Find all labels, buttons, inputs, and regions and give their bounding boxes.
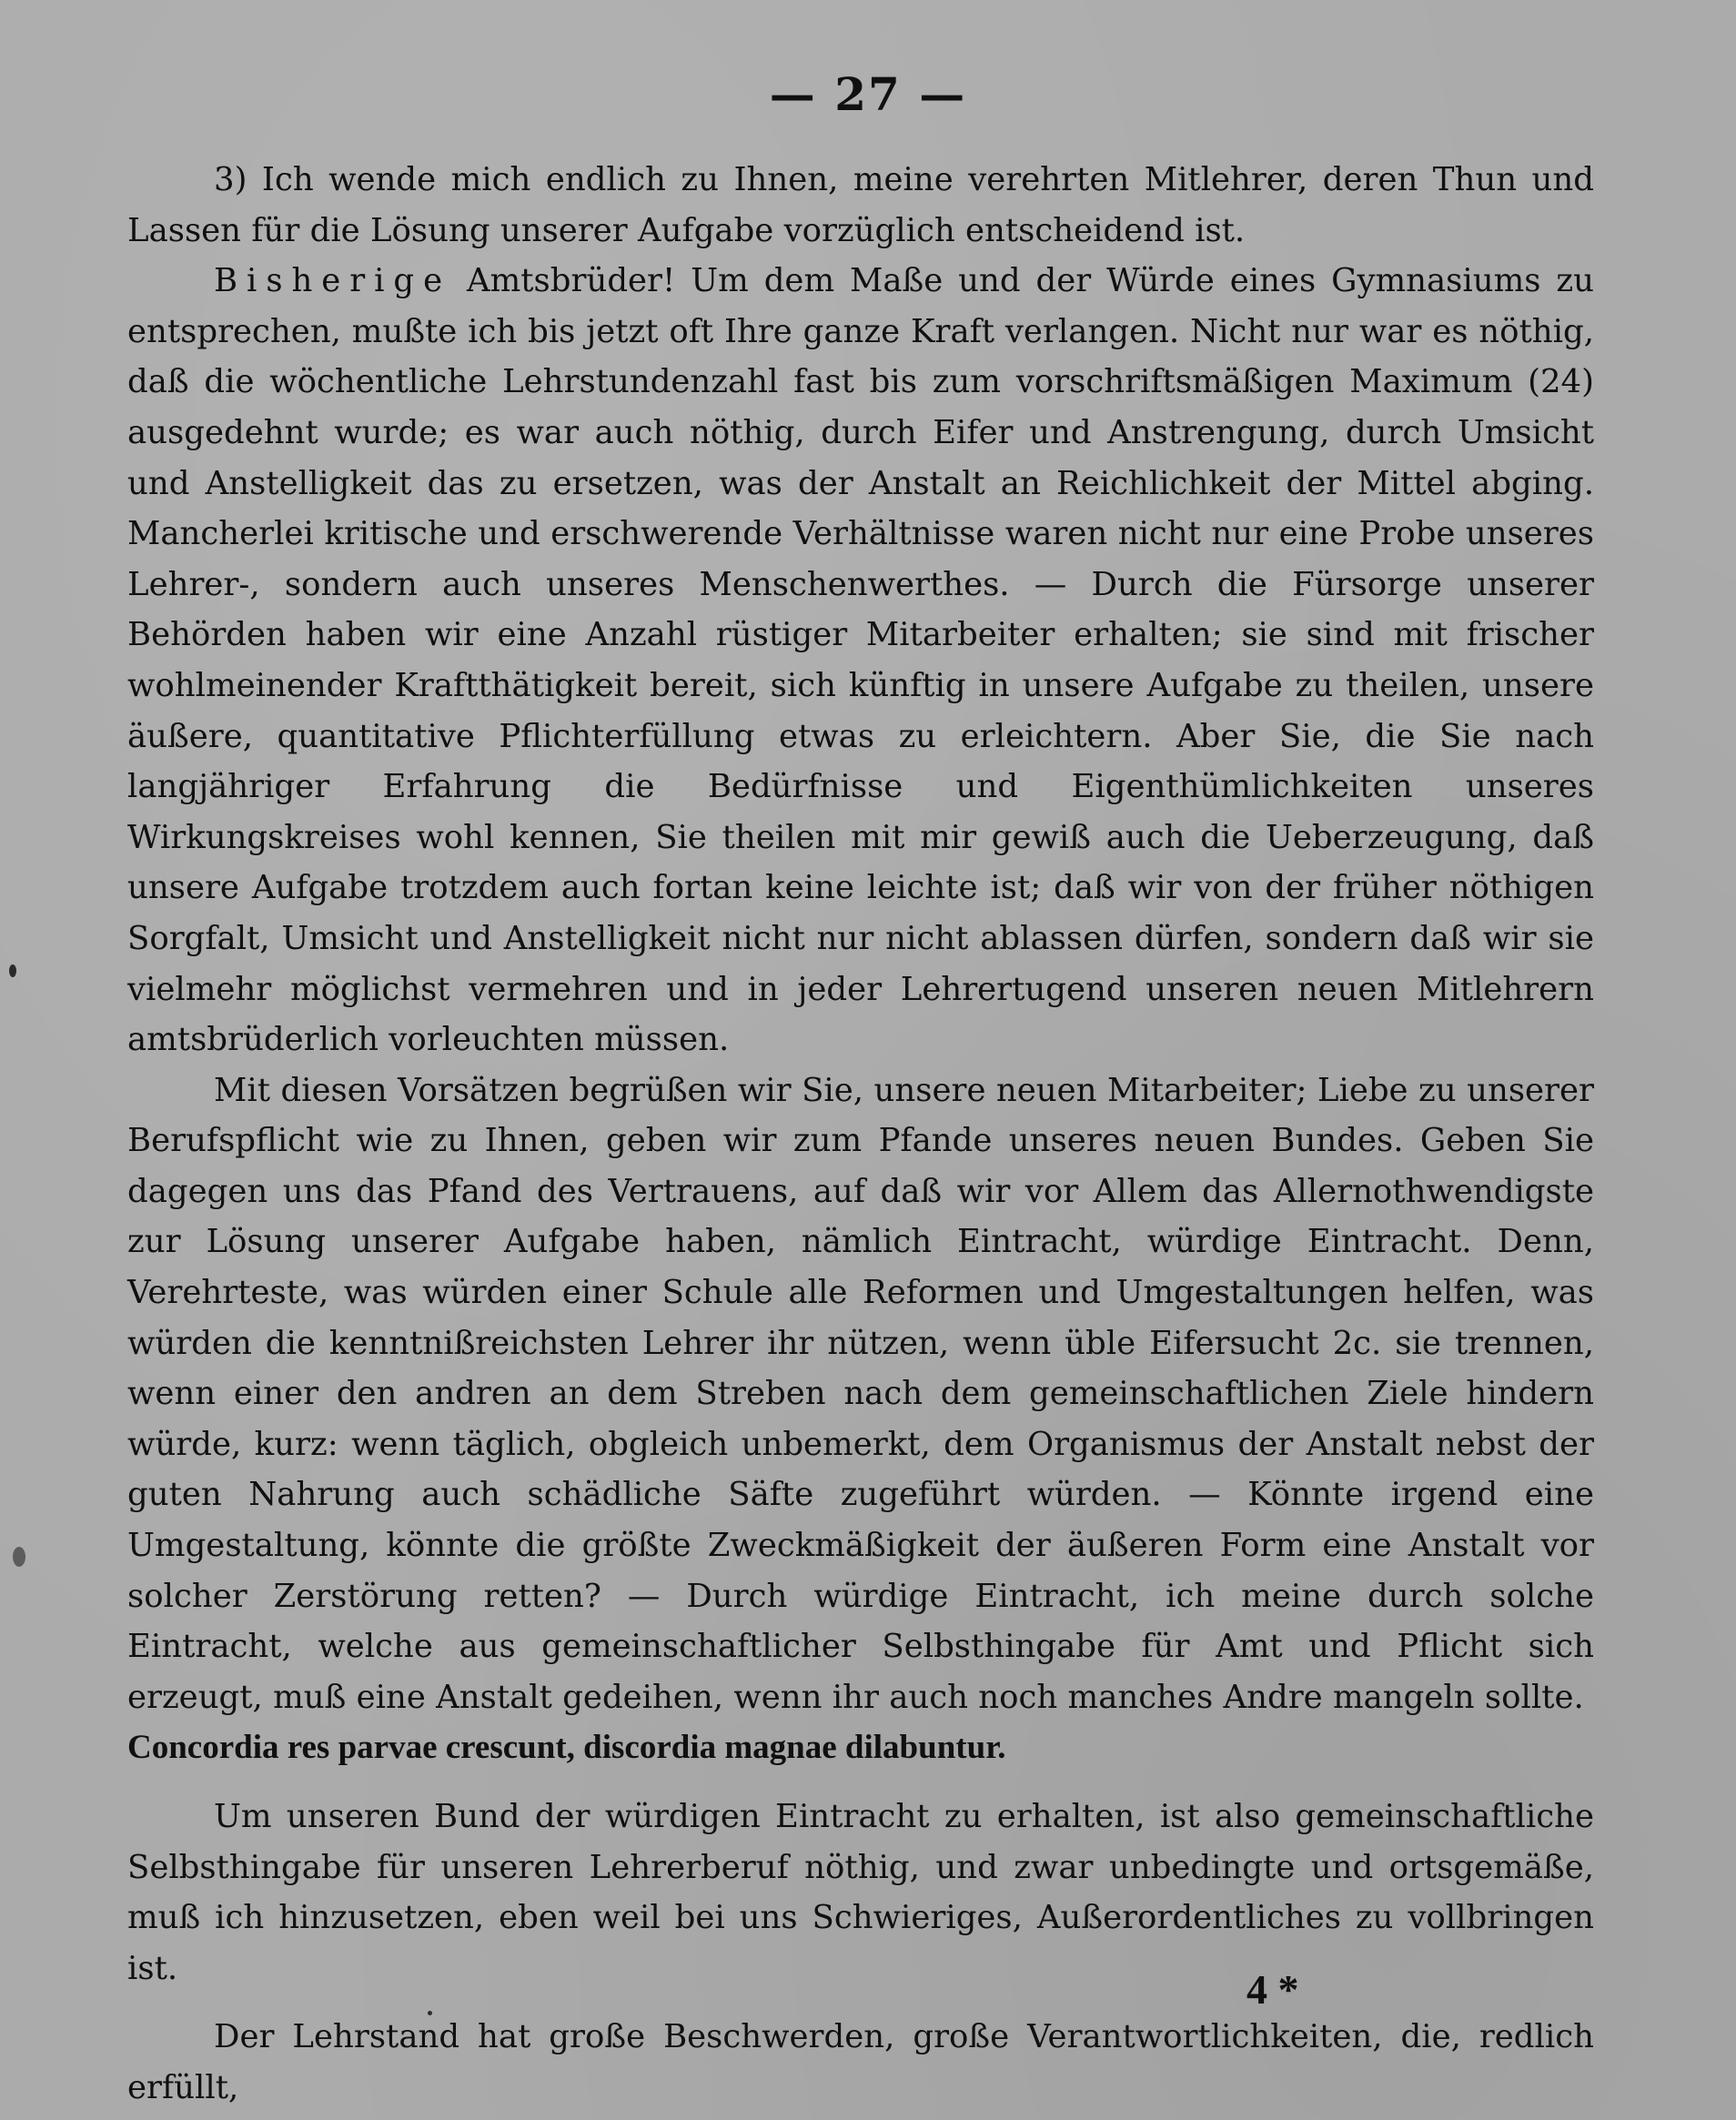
page-number: — 27 — — [769, 67, 967, 121]
paragraph-2 — [127, 256, 1594, 1065]
latin-quote: Concordia res parvae crescunt, discordia magnae dilabuntur. — [127, 1729, 1006, 1767]
paragraph-5: Der Lehrstand hat große Beschwerden, große Verantwortlichkeiten, die, redlich erfüllt, — [127, 2018, 1594, 2106]
paragraph-2-text: Amtsbrüder! Um dem Maße und der Würde eines Gymnasiums zu entsprechen, mußte ich bis jetzt oft Ihre ganze Kraft verlangen. Nicht nur war es nöthig, daß die wöchentliche Lehrstundenzahl fast bis zum vorschriftsmäßigen Maximum (24) ausgedehnt wurde; es war auch nöthig, durch Eifer und Anstrengung, durch Umsicht und Anstelligkeit das zu ersetzen, was der Anstalt an Reichlichkeit der Mittel abging. Mancherlei kritische und erschwerende Verhältnisse waren nicht nur eine Probe unseres Lehrer-, sondern auch unseres Menschenwerthes. — Durch die Fürsorge unserer Behörden haben wir eine Anzahl rüstiger Mitarbeiter erhalten; sie sind mit frischer wohlmeinender Kraftthätigkeit bereit, sich künftig in unsere Aufgabe zu theilen, unsere äußere, quantitative Pflichterfüllung etwas zu erleichtern. Aber Sie, die Sie nach langjähriger Erfahrung die Bedürfnisse und Eigenthümlichkeiten unseres Wirkungskreises wohl kennen, Sie theilen mit mir gewiß auch die Ueberzeugung, daß unsere Aufgabe trotzdem auch fortan keine leichte ist; daß wir von der früher nöthigen Sorgfalt, Umsicht und Anstelligkeit nicht nur nicht ablassen dürfen, sondern daß wir sie vielmehr möglichst vermehren und in jeder Lehrertugend unseren neuen Mitlehrern amtsbrüderlich vorleuchten müssen. — [127, 262, 1594, 1059]
body-text — [127, 155, 1594, 2114]
paragraph-4: Um unseren Bund der würdigen Eintracht zu erhalten, ist also gemeinschaftliche Selbsthingabe für unseren Lehrerberuf nöthig, und zwar unbedingte und ortsgemäße, muß ich hinzusetzen, eben weil bei uns Schwieriges, Außerordentliches zu vollbringen ist. — [127, 1798, 1594, 1987]
ink-speck — [13, 1547, 25, 1567]
ink-speck — [9, 964, 16, 977]
ink-speck — [428, 2011, 432, 2015]
paragraph-1: 3) Ich wende mich endlich zu Ihnen, meine verehrten Mitlehrer, deren Thun und Lassen für die Lösung unserer Aufgabe vorzüglich entscheidend ist. — [127, 161, 1594, 249]
paragraph-3: Mit diesen Vorsätzen begrüßen wir Sie, unsere neuen Mitarbeiter; Liebe zu unserer Berufspflicht wie zu Ihnen, geben wir zum Pfande unseres neuen Bundes. Geben Sie dagegen uns das Pfand des Vertrauens, auf daß wir vor Allem das Allernothwendigste zur Lösung unserer Aufgabe haben, nämlich Eintracht, würdige Eintracht. Denn, Verehrteste, was würden einer Schule alle Reformen und Umgestaltungen helfen, was würden die kenntnißreichsten Lehrer ihr nützen, wenn üble Eifersucht 2c. sie trennen, wenn einer den andren an dem Streben nach dem gemeinschaftlichen Ziele hindern würde, kurz: wenn täglich, obgleich unbemerkt, dem Organismus der Anstalt nebst der guten Nahrung auch schädliche Säfte zugeführt würden. — Könnte irgend eine Umgestaltung, könnte die größte Zweckmäßigkeit der äußeren Form eine Anstalt vor solcher Zerstörung retten? — Durch würdige Eintracht, ich meine durch solche Eintracht, welche aus gemeinschaftlicher Selbsthingabe für Amt und Pflicht sich erzeugt, muß eine Anstalt gedeihen, wenn ihr auch noch manches Andre mangeln sollte. — [127, 1071, 1594, 1716]
signature-mark: 4 * — [1246, 1966, 1299, 2013]
emphasis-bisherige: Bisherige — [214, 262, 452, 300]
